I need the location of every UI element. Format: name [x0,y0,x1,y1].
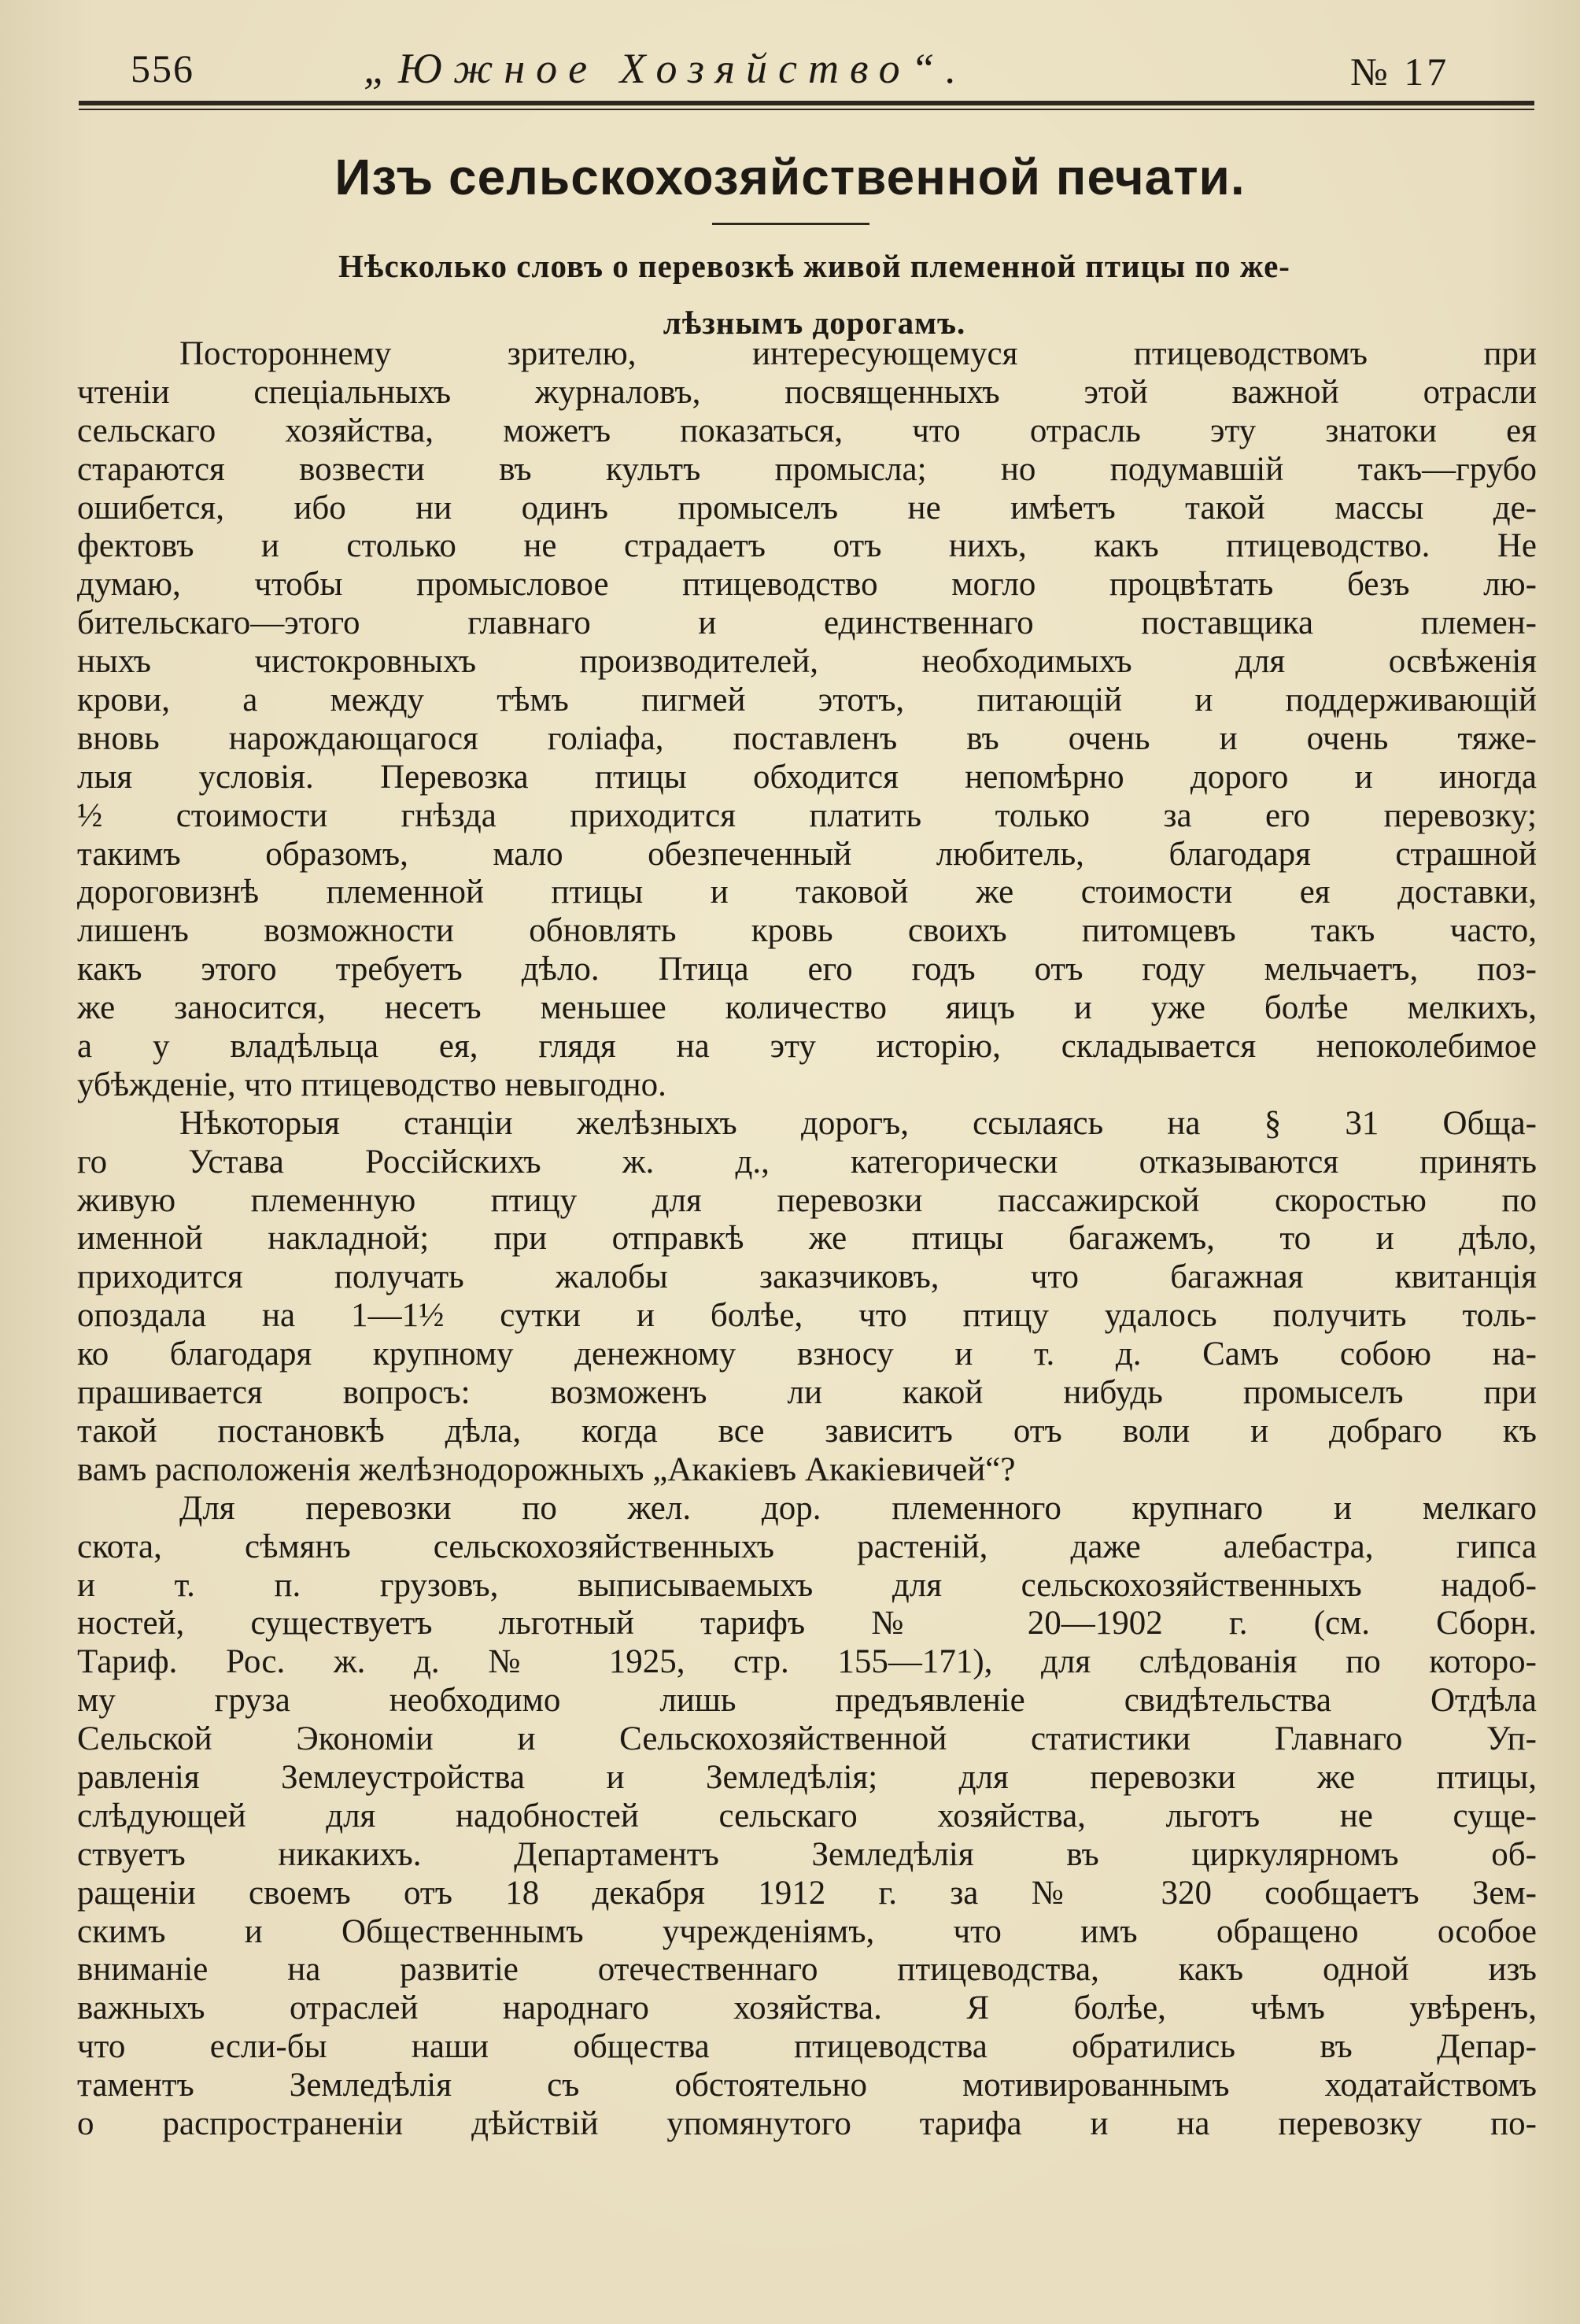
article-title-line: лѣзнымъ дорогамъ. [663,305,966,341]
body-line: крови, а между тѣмъ пигмей этотъ, питающiй и поддерживающiй [77,682,1537,719]
section-title: Изъ сельскохозяйственной печати. [334,149,1246,205]
body-line: стараются возвести въ культъ промысла; но подумавшiй такъ—грубо [77,450,1537,488]
body-line: Сельской Экономiи и Сельскохозяйственной статистики Главнаго Уп- [77,1720,1537,1758]
body-line: и т. п. грузовъ, выписываемыхъ для сельскохозяйственныхъ надоб- [77,1566,1537,1604]
body-line: го Устава Россiйскихъ ж. д., категорически отказываются принять [77,1143,1537,1180]
journal-title: „Южное Хозяйство“. [364,45,968,92]
body-line: о распространенiи дѣйствiй упомянутого тарифа и на перевозку по- [77,2104,1537,2142]
body-line: равленiя Землеустройства и Земледѣлiя; для перевозки же птицы, [77,1758,1537,1796]
body-line: вниманiе на развитiе отечественнаго птицеводства, какъ одной изъ [77,1951,1537,1989]
body-line: скимъ и Общественнымъ учрежденiямъ, что имъ обращено особое [77,1912,1537,1950]
body-line: фектовъ и столько не страдаетъ отъ нихъ, какъ птицеводство. Не [77,527,1537,565]
body-line: Для перевозки по жел. дор. племенного крупнаго и мелкаго [179,1489,1537,1527]
article-title-line: Нѣсколько словъ о перевозкѣ живой племенной птицы по же- [338,248,1290,284]
body-line: что если-бы наши общества птицеводства обратились въ Депар- [77,2028,1537,2066]
body-line: какъ этого требуетъ дѣло. Птица его годъ отъ году мельчаетъ, поз- [77,951,1537,988]
body-line: ныхъ чистокровныхъ производителей, необходимыхъ для освѣженiя [77,643,1537,681]
body-line: лыя условiя. Перевозка птицы обходится непомѣрно дорого и иногда [77,758,1537,796]
body-line: именной накладной; при отправкѣ же птицы багажемъ, то и дѣло, [77,1220,1537,1258]
header-rule-thin [79,109,1534,110]
body-line: а у владѣльца ея, глядя на эту исторiю, складывается непоколебимое [77,1028,1537,1066]
body-line: прашивается вопросъ: возможенъ ли какой нибудь промыселъ при [77,1374,1537,1412]
body-line: бительскаго—этого главнаго и единственнаго поставщика племен- [77,604,1537,642]
body-line: опоздала на 1—1½ сутки и болѣе, что птицу удалось получить толь- [77,1297,1537,1335]
article-body [77,335,1537,2144]
body-line: такимъ образомъ, мало обезпеченный любитель, благодаря страшной [77,835,1537,873]
body-line: вновь нарождающагося голiафа, поставленъ въ очень и очень тяже- [77,719,1537,757]
body-line: ращенiи своемъ отъ 18 декабря 1912 г. за № 320 сообщаетъ Зем- [77,1874,1537,1912]
page-number: 556 [131,46,194,91]
body-line: Тариф. Рос. ж. д. № 1925, стр. 155—171), для слѣдованiя по которо- [77,1643,1537,1681]
body-line: слѣдующей для надобностей сельскаго хозяйства, льготъ не суще- [77,1797,1537,1834]
body-line: живую племенную птицу для перевозки пассажирской скоростью по [77,1181,1537,1219]
body-line: дороговизнѣ племенной птицы и таковой же стоимости ея доставки, [77,874,1537,911]
body-line: сельскаго хозяйства, можетъ показаться, что отрасль эту знатоки ея [77,412,1537,449]
body-line: такой постановкѣ дѣла, когда все зависитъ отъ воли и добраго къ [77,1412,1537,1450]
body-line: ½ стоимости гнѣзда приходится платить только за его перевозку; [77,796,1537,834]
issue-number: № 17 [1350,50,1450,94]
body-line: приходится получать жалобы заказчиковъ, что багажная квитанцiя [77,1258,1537,1296]
body-line: ко благодаря крупному денежному взносу и т. д. Самъ собою на- [77,1336,1537,1373]
body-line: лишенъ возможности обновлять кровь своихъ питомцевъ такъ часто, [77,912,1537,950]
body-line: Постороннему зрителю, интересующемуся птицеводствомъ при [179,335,1537,372]
body-line: чтенiи спецiальныхъ журналовъ, посвященныхъ этой важной отрасли [77,373,1537,411]
body-line: ошибется, ибо ни одинъ промыселъ не имѣетъ такой массы де- [77,489,1537,527]
body-line: скота, сѣмянъ сельскохозяйственныхъ растенiй, даже алебастра, гипса [77,1528,1537,1565]
running-head [79,46,1495,101]
body-line: ностей, существуетъ льготный тарифъ № 20—1902 г. (см. Сборн. [77,1605,1537,1642]
body-line: важныхъ отраслей народнаго хозяйства. Я болѣе, чѣмъ увѣренъ, [77,1990,1537,2027]
header-rule-thick [79,101,1534,105]
body-line: Нѣкоторыя станцiи желѣзныхъ дорогъ, ссылаясь на § 31 Обща- [179,1104,1537,1142]
article-title [94,238,1534,351]
body-line: таментъ Земледѣлiя съ обстоятельно мотивированнымъ ходатайствомъ [77,2067,1537,2104]
body-line: же заносится, несетъ меньшее количество яицъ и уже болѣе мелкихъ, [77,989,1537,1027]
body-line: вамъ расположенiя желѣзнодорожныхъ „Акакiевъ Акакiевичей“? [77,1450,1016,1488]
section-divider [712,223,869,225]
body-line: думаю, чтобы промысловое птицеводство могло процвѣтать безъ лю- [77,566,1537,604]
body-line: убѣжденiе, что птицеводство невыгодно. [77,1066,666,1103]
body-line: ствуетъ никакихъ. Департаментъ Земледѣлiя въ циркулярномъ об- [77,1835,1537,1873]
body-line: му груза необходимо лишь предъявленiе свидѣтельства Отдѣла [77,1682,1537,1720]
